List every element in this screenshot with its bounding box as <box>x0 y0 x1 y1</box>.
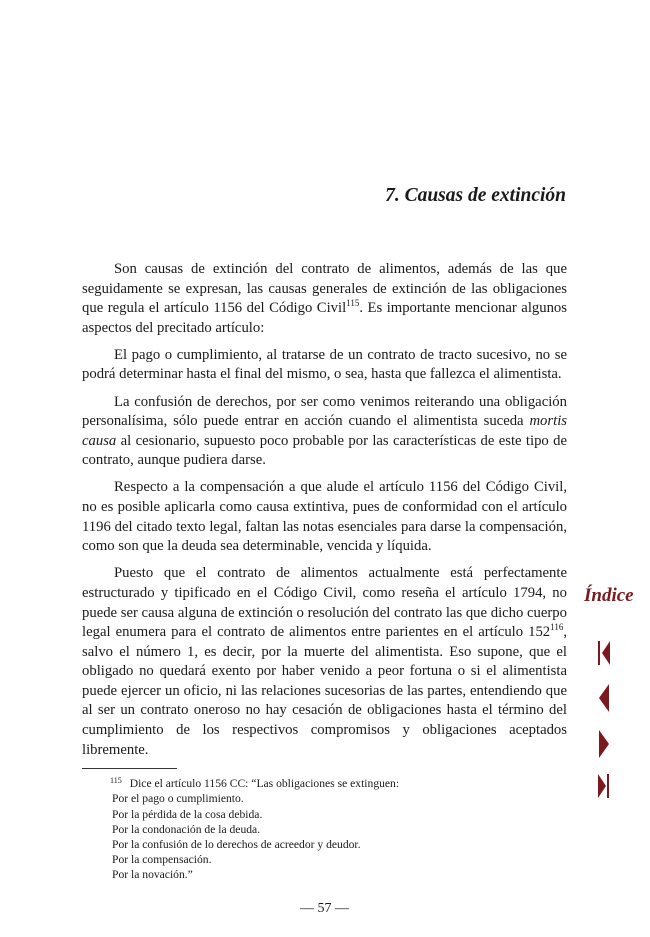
first-page-icon <box>596 640 614 666</box>
footnote-line: Por la novación.” <box>112 868 193 882</box>
footnote <box>82 773 567 882</box>
page-number: — 57 — <box>300 900 349 916</box>
paragraph <box>82 260 567 338</box>
text: Son causas de extinción del contrato de alimentos, además de las que seguidamente se expresan, las causas generales de extinción de las obligaciones que regula el artículo 1156 del Código Civil <box>82 261 567 317</box>
footnote-line: Por la compensación. <box>112 853 212 867</box>
italic-text: mortis causa <box>82 413 567 449</box>
text: , salvo el número 1, es decir, por la muerte del alimentista. Eso supone, que el obligado no quedará exento por haber venido a peor fortuna o si el alimentista puede ejercer un oficio, ni las relaciones sucesorias de las partes, entendiendo que al ser un contrato oneroso no hay cesación de obligaciones hasta el término del cumplimiento de los respectivos compromisos y obligaciones aceptados libremente. <box>82 624 567 758</box>
paragraph <box>82 564 567 760</box>
next-page-icon <box>596 729 614 759</box>
text: La confusión de derechos, por ser como venimos reiterando una obligación personalísima, sólo puede entrar en acción cuando el alimentista suceda <box>82 393 567 430</box>
paragraph <box>82 346 567 385</box>
footnote-number: 115 <box>110 776 122 786</box>
section-title: 7. Causas de extinción <box>385 185 566 206</box>
footnote-line: Por la confusión de lo derechos de acreedor y deudor. <box>112 838 361 852</box>
footnote-line: Por el pago o cumplimiento. <box>112 792 244 806</box>
previous-page-icon <box>596 683 614 713</box>
footnote-line <box>112 773 567 791</box>
footnote-line: Por la condonación de la deuda. <box>112 822 261 836</box>
last-page-button[interactable] <box>596 773 614 799</box>
footnote-text: Dice el artículo 1156 CC: “Las obligaciones se extinguen: <box>129 777 400 791</box>
paragraph <box>82 393 567 471</box>
paragraph <box>82 478 567 556</box>
text: El pago o cumplimiento, al tratarse de un contrato de tracto sucesivo, no se podrá determinar hasta el final del mismo, o sea, hasta que fallezca el alimentista. <box>82 346 567 383</box>
index-link[interactable]: Índice <box>584 585 634 606</box>
first-page-button[interactable] <box>596 640 614 666</box>
page-column <box>82 260 567 937</box>
footnote-ref[interactable]: 116 <box>550 622 564 633</box>
footnote-divider <box>82 768 177 769</box>
body-text <box>82 260 567 760</box>
footnote-ref[interactable]: 115 <box>346 298 360 309</box>
text: . Es importante mencionar algunos aspectos del precitado artículo: <box>82 300 567 336</box>
text: al cesionario, supuesto poco probable por las características de este tipo de contrato, aunque pudiera darse. <box>82 432 567 469</box>
last-page-icon <box>596 773 614 799</box>
text: Puesto que el contrato de alimentos actualmente está perfectamente estructurado y tipificado en el Código Civil, como reseña el artículo 1794, no puede ser causa alguna de extinción o resolución del contrato las que dicho cuerpo legal enumera para el contrato de alimentos entre parientes en el artículo 152 <box>82 565 567 641</box>
next-page-button[interactable] <box>596 729 614 755</box>
footnote-line: Por la pérdida de la cosa debida. <box>112 807 263 821</box>
text: Respecto a la compensación a que alude el artículo 1156 del Código Civil, no es posible aplicarla como causa extintiva, pues de conformidad con el artículo 1196 del citado texto legal, faltan las notas esenciales para darse la compensación, como son que la deuda sea determinable, vencida y líquida. <box>82 479 567 555</box>
previous-page-button[interactable] <box>596 683 614 709</box>
